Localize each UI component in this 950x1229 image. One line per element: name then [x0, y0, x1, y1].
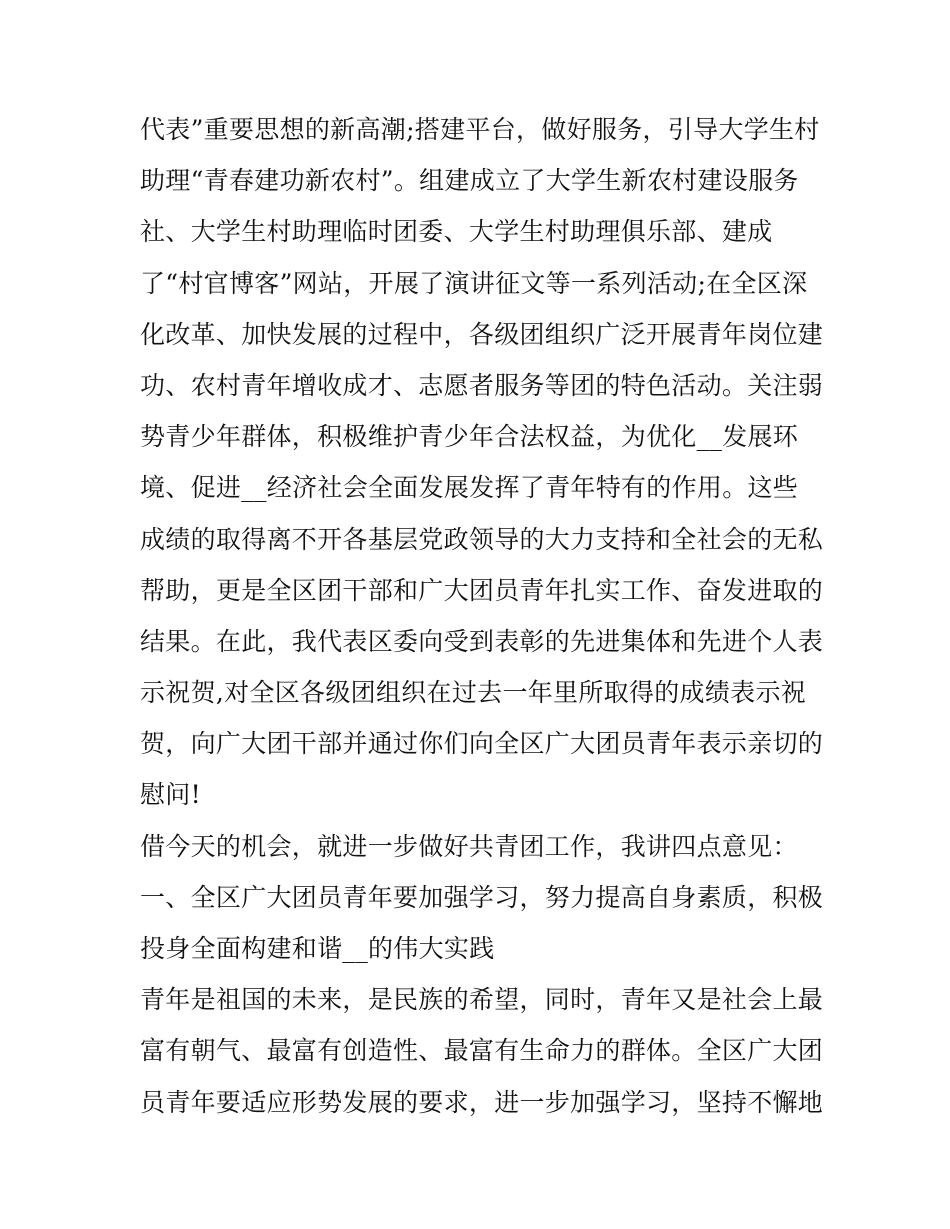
text-line: 势青少年群体，积极维护青少年合法权益，为优化__发展环 [140, 422, 799, 452]
text-line: 结果。在此，我代表区委向受到表彰的先进集体和先进个人表 [140, 626, 824, 656]
text-line: 青年是祖国的未来，是民族的希望，同时，青年又是社会上最 [140, 985, 824, 1015]
text-line: 成绩的取得离不开各基层党政领导的大力支持和全社会的无私 [140, 524, 824, 554]
text-line: 助理“青春建功新农村”。组建成立了大学生新农村建设服务 [140, 166, 799, 196]
section-heading-line: 投身全面构建和谐__的伟大实践 [140, 934, 495, 963]
text-line: 了“村官博客”网站，开展了演讲征文等一系列活动;在全区深 [140, 268, 808, 298]
text-line: 境、促进__经济社会全面发展发挥了青年特有的作用。这些 [140, 473, 799, 503]
section-heading-line: 一、全区广大团员青年要加强学习，努力提高自身素质，积极 [140, 882, 824, 912]
text-line: 代表”重要思想的新高潮;搭建平台，做好服务，引导大学生村 [140, 115, 820, 144]
text-line: 社、大学生村助理临时团委、大学生村助理俱乐部、建成 [140, 217, 773, 247]
text-line: 化改革、加快发展的过程中，各级团组织广泛开展青年岗位建 [140, 319, 824, 349]
text-line: 示祝贺,对全区各级团组织在过去一年里所取得的成绩表示祝 [140, 678, 807, 708]
text-line: 贺，向广大团干部并通过你们向全区广大团员青年表示亲切的 [140, 729, 824, 759]
document-body [140, 104, 830, 1128]
text-line: 富有朝气、最富有创造性、最富有生命力的群体。全区广大团 [140, 1036, 824, 1066]
text-line: 员青年要适应形势发展的要求，进一步加强学习，坚持不懈地 [140, 1087, 824, 1117]
text-line: 功、农村青年增收成才、志愿者服务等团的特色活动。关注弱 [140, 370, 824, 400]
text-line: 借今天的机会，就进一步做好共青团工作，我讲四点意见： [140, 831, 798, 861]
text-line: 帮助，更是全区团干部和广大团员青年扎实工作、奋发进取的 [140, 575, 824, 605]
text-line: 慰问! [140, 780, 201, 810]
